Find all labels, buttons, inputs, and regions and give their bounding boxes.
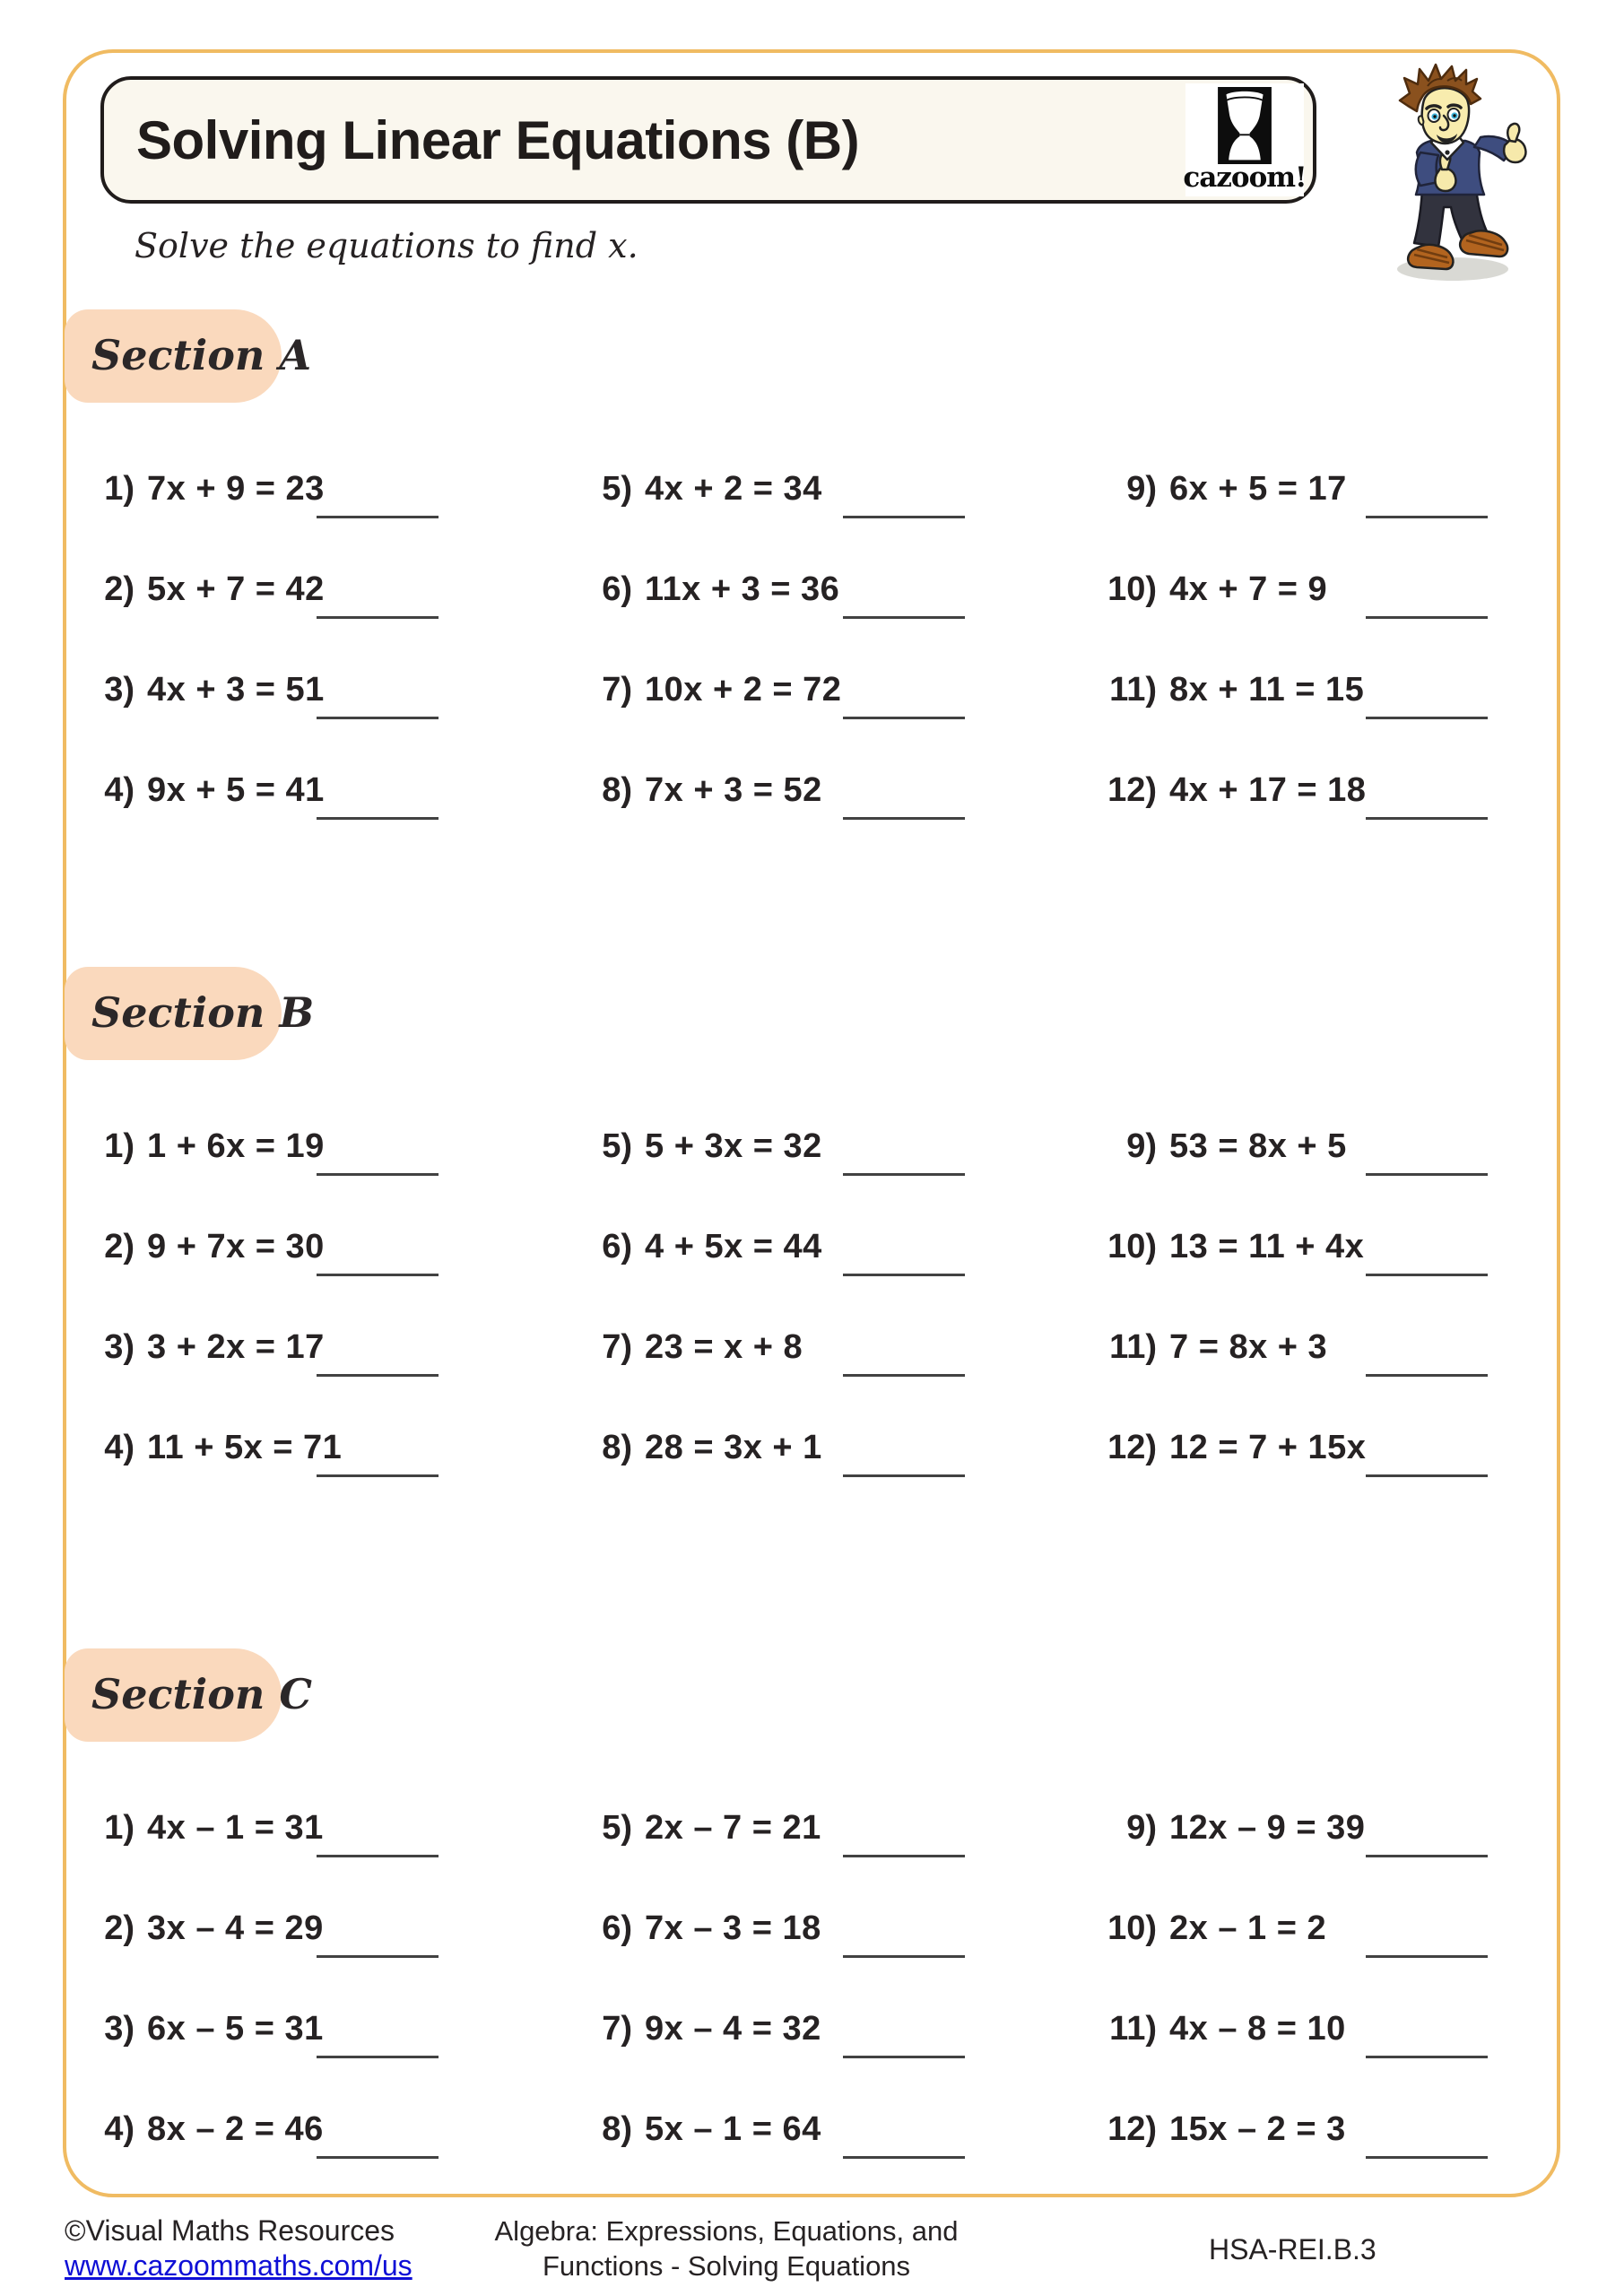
answer-blank[interactable] <box>317 1955 439 1958</box>
answer-blank[interactable] <box>317 1374 439 1377</box>
answer-blank[interactable] <box>1366 516 1488 518</box>
problem-number: 1) <box>104 469 135 508</box>
problem-number: 2) <box>104 1909 135 1947</box>
problem-number: 8) <box>602 2109 632 2148</box>
answer-blank[interactable] <box>1366 2156 1488 2159</box>
section-b-header <box>65 967 315 1060</box>
problem-equation: 7 = 8x + 3 <box>1169 1327 1328 1366</box>
problem-equation: 7x + 3 = 52 <box>645 770 822 809</box>
problem-number: 9) <box>1126 469 1157 508</box>
problem-number: 10) <box>1107 570 1157 608</box>
copyright-text: ©Visual Maths Resources <box>65 2214 395 2247</box>
problem-number: 12) <box>1107 770 1157 809</box>
problem-a-11 <box>1099 665 1548 715</box>
problem-equation: 3x – 4 = 29 <box>147 1909 324 1947</box>
answer-blank[interactable] <box>1366 1855 1488 1857</box>
problem-equation: 4x + 17 = 18 <box>1169 770 1367 809</box>
problem-b-4 <box>77 1422 575 1473</box>
problem-equation: 2x – 7 = 21 <box>645 1808 821 1847</box>
answer-blank[interactable] <box>317 1173 439 1176</box>
answer-blank[interactable] <box>843 2156 965 2159</box>
problem-number: 10) <box>1107 1227 1157 1265</box>
problem-b-9 <box>1099 1121 1548 1171</box>
topic-line-2: Functions - Solving Equations <box>542 2250 911 2282</box>
problem-b-5 <box>575 1121 1099 1171</box>
footer-credit <box>65 2213 413 2283</box>
problem-equation: 28 = 3x + 1 <box>645 1428 822 1466</box>
problem-equation: 5x – 1 = 64 <box>645 2109 821 2148</box>
problem-a-9 <box>1099 464 1548 514</box>
answer-blank[interactable] <box>843 1374 965 1377</box>
problem-a-3 <box>77 665 575 715</box>
section-c-header <box>65 1648 312 1742</box>
mascot-boy-illustration <box>1381 59 1538 288</box>
section-b-problems <box>77 1121 1548 1523</box>
problem-number: 4) <box>104 1428 135 1466</box>
answer-blank[interactable] <box>843 1474 965 1477</box>
answer-blank[interactable] <box>843 717 965 719</box>
problem-equation: 5 + 3x = 32 <box>645 1126 822 1165</box>
problem-equation: 23 = x + 8 <box>645 1327 803 1366</box>
instruction-text: Solve the equations to find x. <box>135 226 638 265</box>
answer-blank[interactable] <box>317 516 439 518</box>
problem-c-2 <box>77 1903 575 1953</box>
djembe-drum-icon <box>1217 87 1272 164</box>
section-a-label: Section A <box>91 331 312 379</box>
answer-blank[interactable] <box>317 717 439 719</box>
answer-blank[interactable] <box>843 616 965 619</box>
problem-number: 5) <box>602 1126 632 1165</box>
problem-equation: 3 + 2x = 17 <box>147 1327 325 1366</box>
section-a-problems <box>77 464 1548 865</box>
problem-b-2 <box>77 1222 575 1272</box>
problem-c-12 <box>1099 2104 1548 2154</box>
problem-a-10 <box>1099 564 1548 614</box>
problem-equation: 7x + 9 = 23 <box>147 469 325 508</box>
problem-b-7 <box>575 1322 1099 1372</box>
problem-c-8 <box>575 2104 1099 2154</box>
problem-equation: 5x + 7 = 42 <box>147 570 325 608</box>
answer-blank[interactable] <box>843 516 965 518</box>
section-c-label: Section C <box>91 1670 312 1718</box>
problem-equation: 6x + 5 = 17 <box>1169 469 1347 508</box>
problem-a-1 <box>77 464 575 514</box>
problem-a-12 <box>1099 765 1548 815</box>
problem-number: 6) <box>602 570 632 608</box>
problem-a-6 <box>575 564 1099 614</box>
problem-equation: 2x – 1 = 2 <box>1169 1909 1327 1947</box>
answer-blank[interactable] <box>843 817 965 820</box>
title-box <box>100 76 1316 204</box>
answer-blank[interactable] <box>843 2056 965 2058</box>
problem-equation: 9x – 4 = 32 <box>645 2009 821 2048</box>
answer-blank[interactable] <box>1366 717 1488 719</box>
answer-blank[interactable] <box>317 2156 439 2159</box>
problem-a-4 <box>77 765 575 815</box>
problem-c-4 <box>77 2104 575 2154</box>
problem-equation: 9x + 5 = 41 <box>147 770 325 809</box>
problem-b-12 <box>1099 1422 1548 1473</box>
answer-blank[interactable] <box>1366 1374 1488 1377</box>
answer-blank[interactable] <box>317 1855 439 1857</box>
problem-number: 4) <box>104 770 135 809</box>
problem-number: 11) <box>1109 2009 1157 2048</box>
problem-number: 1) <box>104 1126 135 1165</box>
section-c-problems <box>77 1803 1548 2205</box>
problem-number: 2) <box>104 570 135 608</box>
problem-number: 3) <box>104 1327 135 1366</box>
problem-number: 7) <box>602 2009 632 2048</box>
problem-a-2 <box>77 564 575 614</box>
problem-b-6 <box>575 1222 1099 1272</box>
answer-blank[interactable] <box>317 1274 439 1276</box>
problem-number: 11) <box>1109 1327 1157 1366</box>
problem-equation: 4x + 3 = 51 <box>147 670 325 709</box>
answer-blank[interactable] <box>843 1274 965 1276</box>
problem-equation: 8x – 2 = 46 <box>147 2109 324 2148</box>
problem-equation: 11 + 5x = 71 <box>147 1428 343 1466</box>
problem-number: 8) <box>602 770 632 809</box>
page-title: Solving Linear Equations (B) <box>136 109 860 170</box>
problem-c-10 <box>1099 1903 1548 1953</box>
answer-blank[interactable] <box>1366 1955 1488 1958</box>
problem-equation: 4x – 1 = 31 <box>147 1808 324 1847</box>
problem-number: 4) <box>104 2109 135 2148</box>
problem-equation: 13 = 11 + 4x <box>1169 1227 1365 1265</box>
problem-c-1 <box>77 1803 575 1853</box>
problem-b-11 <box>1099 1322 1548 1372</box>
problem-equation: 11x + 3 = 36 <box>645 570 840 608</box>
answer-blank[interactable] <box>1366 616 1488 619</box>
problem-equation: 15x – 2 = 3 <box>1169 2109 1346 2148</box>
problem-b-10 <box>1099 1222 1548 1272</box>
answer-blank[interactable] <box>317 817 439 820</box>
problem-equation: 10x + 2 = 72 <box>645 670 842 709</box>
problem-b-8 <box>575 1422 1099 1473</box>
section-a-header <box>65 309 312 403</box>
problem-c-5 <box>575 1803 1099 1853</box>
answer-blank[interactable] <box>1366 2056 1488 2058</box>
problem-number: 12) <box>1107 1428 1157 1466</box>
problem-equation: 4x + 7 = 9 <box>1169 570 1328 608</box>
problem-number: 7) <box>602 1327 632 1366</box>
problem-number: 1) <box>104 1808 135 1847</box>
problem-number: 5) <box>602 1808 632 1847</box>
problem-number: 6) <box>602 1227 632 1265</box>
standard-code: HSA-REI.B.3 <box>1209 2233 1376 2266</box>
answer-blank[interactable] <box>317 2056 439 2058</box>
answer-blank[interactable] <box>317 1474 439 1477</box>
problem-number: 8) <box>602 1428 632 1466</box>
problem-number: 3) <box>104 670 135 709</box>
problem-equation: 53 = 8x + 5 <box>1169 1126 1347 1165</box>
answer-blank[interactable] <box>1366 1173 1488 1176</box>
answer-blank[interactable] <box>843 1955 965 1958</box>
problem-c-11 <box>1099 2004 1548 2054</box>
answer-blank[interactable] <box>843 1173 965 1176</box>
problem-equation: 6x – 5 = 31 <box>147 2009 324 2048</box>
problem-equation: 4x – 8 = 10 <box>1169 2009 1346 2048</box>
problem-equation: 7x – 3 = 18 <box>645 1909 821 1947</box>
problem-equation: 8x + 11 = 15 <box>1169 670 1365 709</box>
problem-c-3 <box>77 2004 575 2054</box>
problem-c-9 <box>1099 1803 1548 1853</box>
cazoom-logo <box>1183 83 1307 196</box>
problem-number: 2) <box>104 1227 135 1265</box>
problem-equation: 12x – 9 = 39 <box>1169 1808 1366 1847</box>
problem-a-7 <box>575 665 1099 715</box>
problem-number: 9) <box>1126 1808 1157 1847</box>
problem-equation: 4x + 2 = 34 <box>645 469 822 508</box>
problem-b-1 <box>77 1121 575 1171</box>
problem-number: 12) <box>1107 2109 1157 2148</box>
problem-number: 9) <box>1126 1126 1157 1165</box>
problem-c-7 <box>575 2004 1099 2054</box>
problem-number: 10) <box>1107 1909 1157 1947</box>
answer-blank[interactable] <box>1366 1474 1488 1477</box>
problem-a-8 <box>575 765 1099 815</box>
problem-a-5 <box>575 464 1099 514</box>
problem-number: 7) <box>602 670 632 709</box>
problem-equation: 1 + 6x = 19 <box>147 1126 325 1165</box>
answer-blank[interactable] <box>1366 817 1488 820</box>
problem-equation: 4 + 5x = 44 <box>645 1227 822 1265</box>
answer-blank[interactable] <box>317 616 439 619</box>
cazoom-url-link[interactable]: www.cazoommaths.com/us <box>65 2249 413 2282</box>
problem-c-6 <box>575 1903 1099 1953</box>
problem-equation: 12 = 7 + 15x <box>1169 1428 1367 1466</box>
problem-number: 5) <box>602 469 632 508</box>
problem-equation: 9 + 7x = 30 <box>147 1227 325 1265</box>
topic-line-1: Algebra: Expressions, Equations, and <box>494 2215 959 2247</box>
problem-b-3 <box>77 1322 575 1372</box>
problem-number: 6) <box>602 1909 632 1947</box>
answer-blank[interactable] <box>1366 1274 1488 1276</box>
footer-topic <box>453 2213 1000 2283</box>
cazoom-logo-text: cazoom! <box>1183 161 1307 194</box>
section-b-label: Section B <box>91 988 315 1037</box>
problem-number: 3) <box>104 2009 135 2048</box>
answer-blank[interactable] <box>843 1855 965 1857</box>
problem-number: 11) <box>1109 670 1157 709</box>
